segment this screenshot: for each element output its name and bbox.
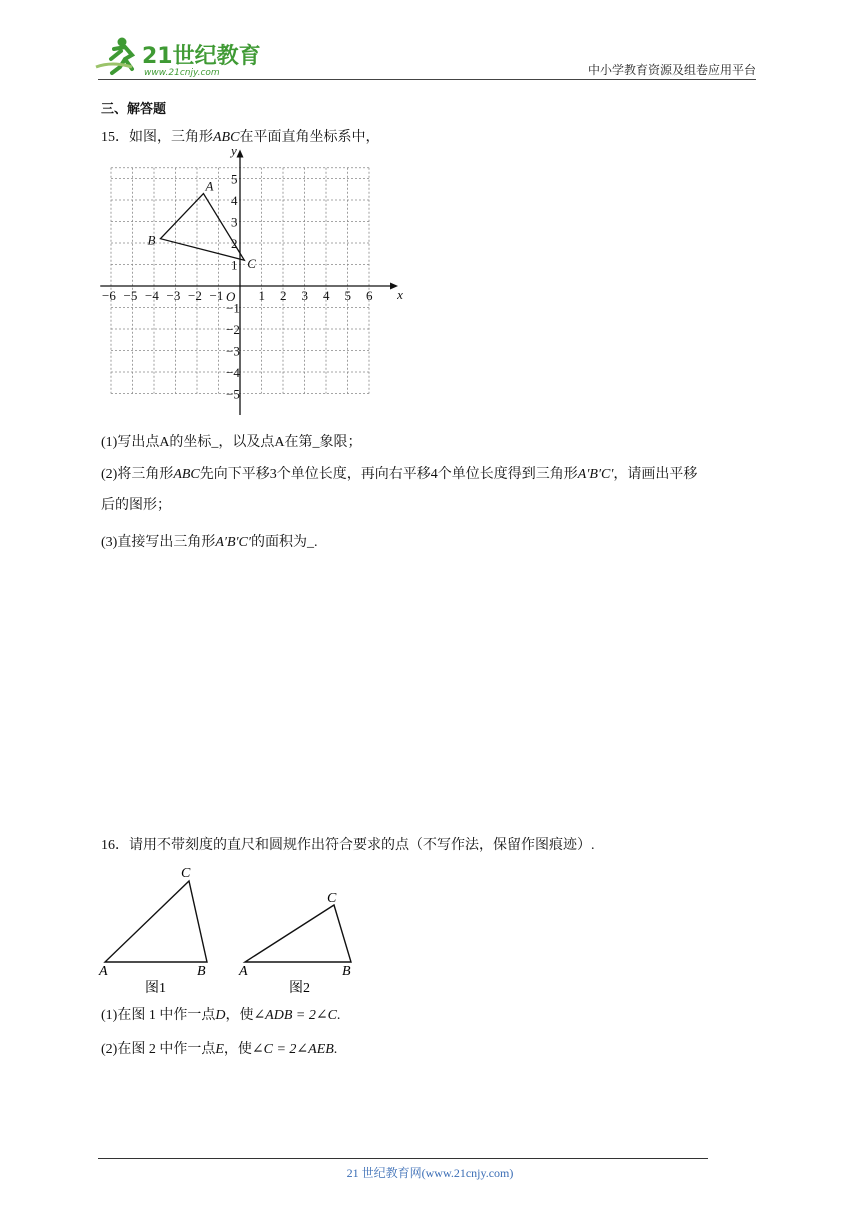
section-title: 三、解答题 (101, 102, 167, 117)
coordinate-plane-figure (97, 142, 407, 419)
y-tick-label: 4 (231, 193, 238, 208)
y-tick-label: −5 (226, 386, 240, 402)
figure-2 (238, 891, 351, 996)
logo-url: www.21cnjy.com (144, 68, 220, 78)
q16-part2-mid: ，使 (223, 1042, 252, 1057)
y-tick-label: −4 (226, 365, 240, 380)
x-tick-label: −6 (102, 288, 116, 303)
x-axis-label: x (397, 287, 403, 302)
q15-part3 (101, 534, 317, 552)
q15-part3-prefix: (3)直接写出三角形 (101, 535, 216, 550)
y-tick-label: −3 (226, 343, 240, 359)
header-platform-text: 中小学教育资源及组卷应用平台 (587, 63, 756, 77)
header-divider (98, 79, 756, 80)
fig2-label-c: C (327, 891, 337, 906)
fig1-label-c: C (181, 866, 191, 881)
point-label-b: B (147, 232, 156, 248)
y-tick-label: −2 (226, 322, 240, 337)
logo-text: 21世纪教育 (142, 44, 261, 69)
x-tick-label: −2 (188, 288, 202, 303)
origin-label: O (226, 289, 236, 304)
x-tick-label: 3 (301, 288, 308, 303)
q16-part2-point: E (215, 1042, 224, 1057)
triangle-fig2 (245, 905, 351, 962)
q15-part3-suffix: 的面积为_. (250, 535, 318, 550)
brand-logo (92, 33, 262, 79)
y-axis-label: y (231, 142, 237, 158)
y-tick-label: 5 (231, 171, 238, 187)
y-tick-label: 3 (231, 214, 238, 230)
triangles-figure (97, 862, 362, 1000)
q16-part1-formula: ∠ADB = 2∠C (253, 1008, 337, 1023)
x-tick-label: −4 (145, 288, 159, 303)
axes (100, 149, 398, 415)
q16-part2 (101, 1041, 337, 1059)
q16-part2-suffix: . (333, 1042, 338, 1057)
q15-triangle-name: ABC (213, 130, 240, 145)
q16-stem: 16．请用不带刻度的直尺和圆规作出符合要求的点（不写作法，保留作图痕迹）. (101, 838, 595, 853)
point-label-c: C (247, 256, 256, 272)
footer-divider (98, 1158, 708, 1159)
q15-stem-suffix: 在平面直角坐标系中， (239, 130, 380, 145)
q15-part1: (1)写出点A的坐标_，以及点A在第_象限； (101, 435, 362, 450)
fig2-label-a: A (239, 964, 248, 979)
x-tick-label: 5 (344, 288, 351, 303)
q15-part2-mid: 先向下平移3个单位长度，再向右平移4个单位长度得到三角形 (199, 467, 578, 482)
x-tick-label: −5 (123, 288, 138, 303)
q16-part1 (101, 1007, 340, 1025)
fig1-label-b: B (197, 964, 206, 979)
y-tick-label: −1 (226, 300, 240, 316)
q15-part2-name2: A′B′C′ (577, 467, 614, 482)
fig2-label-b: B (342, 964, 351, 979)
x-tick-label: −1 (209, 288, 224, 303)
fig1-label-a: A (99, 964, 108, 979)
q15-stem-prefix: 15．如图，三角形 (101, 130, 213, 145)
y-tick-label: 2 (231, 236, 238, 251)
x-tick-label: 2 (280, 288, 287, 303)
q15-stem (101, 129, 379, 147)
q16-part2-formula: ∠C = 2∠AEB (251, 1042, 334, 1057)
y-tick-label: 1 (231, 257, 238, 273)
y-axis-arrow (237, 149, 244, 157)
q16-part1-prefix: (1)在图 1 中作一点 (101, 1008, 216, 1023)
footer-text: 21 世纪教育网(www.21cnjy.com) (346, 1166, 514, 1180)
triangle-fig1 (105, 881, 207, 962)
q15-part2-prefix: (2)将三角形 (101, 467, 174, 482)
q15-part2-line1 (101, 466, 697, 484)
fig2-caption: 图2 (289, 981, 310, 996)
point-label-a: A (205, 178, 214, 194)
q16-part2-prefix: (2)在图 2 中作一点 (101, 1042, 216, 1057)
q15-part2-name: ABC (173, 467, 200, 482)
q15-part3-name: A′B′C′ (215, 535, 251, 550)
q16-part1-suffix: . (336, 1008, 341, 1023)
fig1-caption: 图1 (145, 981, 166, 996)
x-tick-label: 6 (366, 288, 373, 303)
q15-part2-suffix: ，请画出平移 (613, 467, 698, 482)
x-tick-label: 1 (258, 288, 265, 303)
tick-labels (102, 143, 403, 402)
q16-part1-mid: ，使 (225, 1008, 254, 1023)
x-tick-label: −3 (166, 288, 181, 303)
q15-part2-line2: 后的图形； (101, 498, 171, 513)
figure-1 (98, 866, 207, 996)
q16-part1-point: D (215, 1008, 226, 1023)
x-tick-label: 4 (323, 288, 330, 303)
